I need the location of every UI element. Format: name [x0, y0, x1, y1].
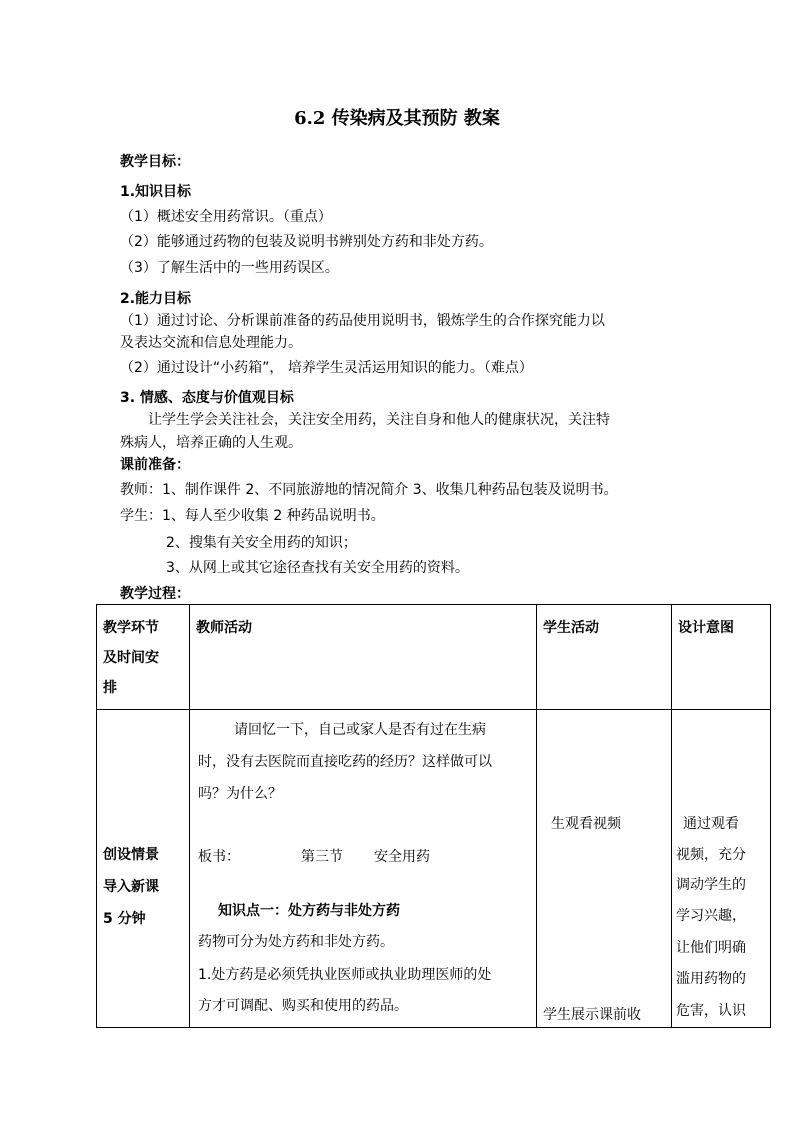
stage-line: 导入新课: [103, 879, 159, 895]
process-heading: 教学过程：: [120, 586, 190, 602]
header-stage-line: 教学环节: [103, 620, 159, 636]
board-section: 第三节: [301, 849, 343, 865]
preparation-student: 学生：1、每人至少收集 2 种药品说明书。: [120, 508, 385, 524]
knowledge-item: （3）了解生活中的一些用药误区。: [120, 260, 339, 276]
emotion-line: 殊病人，培养正确的人生观。: [120, 435, 302, 451]
question-line: 时，没有去医院而直接吃药的经历？这样做可以: [198, 754, 492, 770]
ability-heading: 2.能力目标: [120, 291, 192, 307]
header-student: 学生活动: [537, 605, 672, 710]
knowledge-point-line: 药物可分为处方药和非处方药。: [198, 934, 394, 950]
intent-line: 学习兴趣，: [676, 908, 746, 924]
design-intent-cell: [672, 710, 771, 1028]
table-header-row: [97, 605, 771, 710]
knowledge-heading: 1.知识目标: [120, 184, 192, 200]
table-row: [97, 710, 771, 1028]
knowledge-point-heading: 知识点一：处方药与非处方药: [218, 903, 400, 919]
stage-line: 5 分钟: [103, 911, 146, 927]
knowledge-item: （2）能够通过药物的包装及说明书辨别处方药和非处方药。: [120, 234, 493, 250]
emotion-heading: 3. 情感、态度与价值观目标: [120, 390, 294, 406]
ability-item: （1）通过讨论、分析课前准备的药品使用说明书，锻炼学生的合作探究能力以: [120, 313, 605, 329]
knowledge-item: （1）概述安全用药常识。（重点）: [120, 209, 332, 225]
knowledge-point-line: 1.处方药是必须凭执业医师或执业助理医师的处: [198, 967, 492, 983]
intent-line: 滥用药物的: [676, 971, 746, 987]
intent-line: 通过观看: [683, 816, 739, 832]
teacher-activity-cell: [190, 710, 537, 1028]
preparation-teacher: 教师：1、制作课件 2、不同旅游地的情况简介 3、收集几种药品包装及说明书。: [120, 482, 618, 498]
student-activity-line: 学生展示课前收: [543, 1007, 641, 1023]
header-stage-line: 及时间安: [103, 650, 159, 666]
knowledge-point-line: 方才可调配、购买和使用的药品。: [198, 998, 408, 1014]
header-intent: 设计意图: [672, 605, 771, 710]
stage-cell: [97, 710, 190, 1028]
preparation-heading: 课前准备：: [120, 457, 190, 473]
preparation-student: 2、搜集有关安全用药的知识；: [166, 535, 357, 551]
student-activity-cell: [537, 710, 672, 1028]
board-label: 板书：: [198, 849, 240, 865]
emotion-line: 让学生学会关注社会，关注安全用药，关注自身和他人的健康状况，关注特: [148, 412, 610, 428]
preparation-student: 3、从网上或其它途径查找有关安全用药的资料。: [166, 560, 469, 576]
ability-item: 及表达交流和信息处理能力。: [120, 335, 302, 351]
intent-line: 调动学生的: [676, 877, 746, 893]
stage-line: 创设情景: [103, 847, 159, 863]
header-teacher: 教师活动: [190, 605, 537, 710]
board-topic: 安全用药: [374, 849, 430, 865]
page-title: 6.2 传染病及其预防 教案: [294, 108, 500, 129]
question-line: 请回忆一下，自己或家人是否有过在生病: [234, 722, 486, 738]
student-activity-line: 生观看视频: [551, 816, 621, 832]
intent-line: 让他们明确: [676, 940, 746, 956]
process-table: [96, 604, 771, 1028]
header-stage: [97, 605, 190, 710]
header-stage-line: 排: [103, 680, 117, 696]
ability-item: （2）通过设计“小药箱”， 培养学生灵活运用知识的能力。（难点）: [120, 360, 533, 376]
intent-line: 危害，认识: [676, 1003, 746, 1019]
question-line: 吗？为什么？: [198, 786, 282, 802]
objectives-heading: 教学目标：: [120, 154, 190, 170]
intent-line: 视频，充分: [676, 847, 746, 863]
